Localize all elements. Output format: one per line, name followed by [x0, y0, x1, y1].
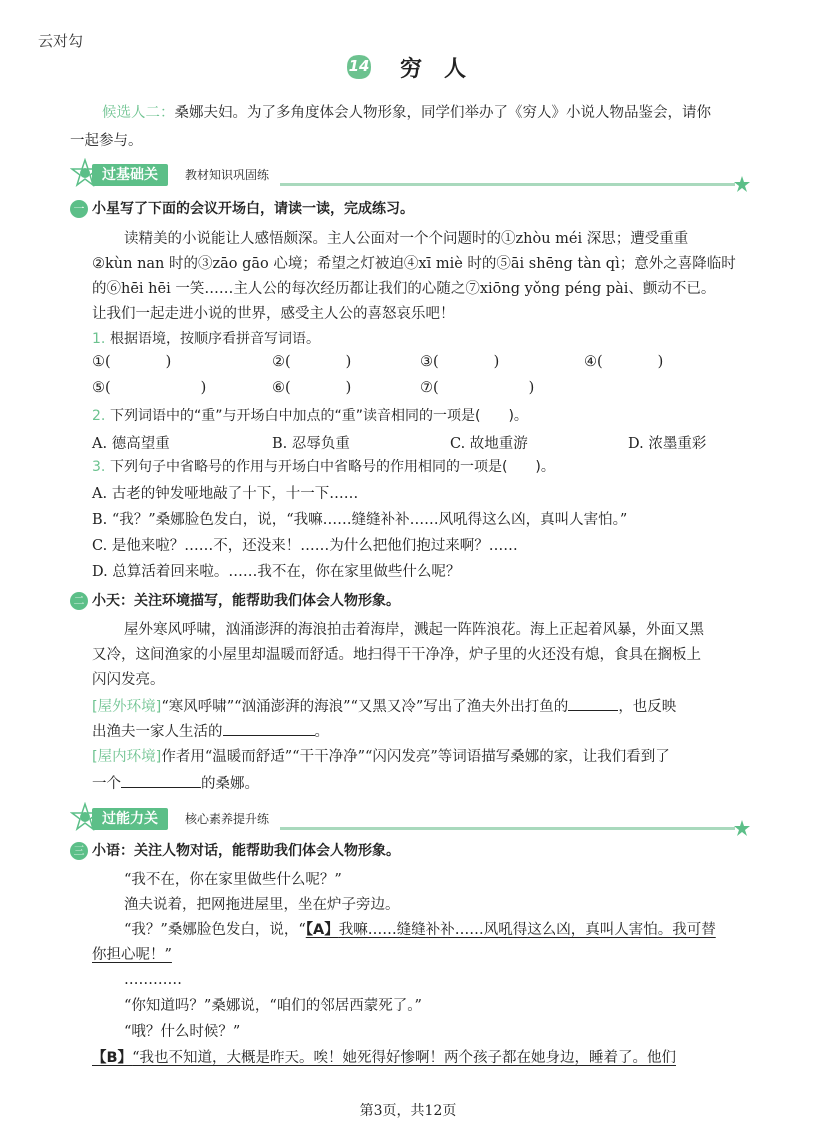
dialog-tag-b: 【B】: [92, 1050, 133, 1066]
dialog-line-8: [92, 1048, 746, 1068]
page-title: 穷 人: [400, 57, 467, 82]
dialog-line-7: “哦？什么时候？”: [124, 1024, 241, 1040]
part1-para-2: ②kùn nan 时的③zāo gāo 心境；希望之灯被迫④xī miè 时的⑤āi shēng tàn qì；意外之喜降临时: [92, 256, 736, 272]
q2-option-a[interactable]: A. 德高望重: [92, 436, 170, 452]
q1-blank-4[interactable]: ④( ): [584, 354, 664, 370]
inner-env-label: [屋内环境]: [92, 749, 162, 765]
dialog-line-6: “你知道吗？”桑娜说，“咱们的邻居西蒙死了。”: [124, 998, 422, 1014]
star-icon: [734, 176, 750, 192]
part-number-3: 三: [70, 842, 88, 860]
q2-line: [92, 406, 746, 426]
outer-env-label: [屋外环境]: [92, 699, 162, 715]
q3-option-c[interactable]: C. 是他来啦？……不，还没来！……为什么把他们抱过来啊？……: [92, 538, 518, 554]
q3-option-d[interactable]: D. 总算活着回来啦。……我不在，你在家里做些什么呢？: [92, 564, 461, 580]
q3-number: 3.: [92, 459, 106, 475]
dialog-line-3-lead: “我？”桑娜脸色发白，说，“: [124, 922, 306, 938]
intro-label: 候选人二：: [102, 105, 175, 121]
outer-env-text-4: 。: [314, 724, 329, 740]
q1-blank-7[interactable]: ⑦( ): [420, 380, 535, 396]
lesson-number-badge: [343, 52, 375, 82]
star-icon: [734, 820, 750, 836]
part1-para-4: 让我们一起走进小说的世界，感受主人公的喜怒哀乐吧！: [92, 306, 455, 322]
outer-env-text-2: ，也反映: [618, 699, 677, 715]
q1-text: 根据语境，按顺序看拼音写词语。: [109, 331, 320, 347]
brand-logo: 云对勾: [38, 32, 84, 50]
inner-env-line-1: [92, 747, 746, 767]
outer-env-blank-2[interactable]: [223, 721, 315, 736]
outer-env-line-2: [92, 721, 746, 742]
section-tag-ability: 过能力关: [92, 808, 168, 830]
q2-text: 下列词语中的“重”与开场白中加点的“重”读音相同的一项是( )。: [109, 408, 528, 424]
outer-env-text-3: 出渔夫一家人生活的: [92, 724, 223, 740]
q3-option-a[interactable]: A. 古老的钟发哑地敲了十下，十一下……: [92, 486, 359, 502]
q1-blank-3[interactable]: ③( ): [420, 354, 500, 370]
q2-option-c[interactable]: C. 故地重游: [450, 436, 528, 452]
dialog-line-2: 渔夫说着，把网拖进屋里，坐在炉子旁边。: [124, 897, 400, 913]
intro-text-1: 桑娜夫妇。为了多角度体会人物形象，同学们举办了《穷人》小说人物品鉴会，请你: [174, 105, 711, 121]
q1-line: [92, 329, 746, 349]
q2-option-d[interactable]: D. 浓墨重彩: [628, 436, 707, 452]
section-sub-ability: 核心素养提升练: [185, 812, 270, 826]
part-number-1: 一: [70, 200, 88, 218]
inner-env-text-1: 作者用“温暖而舒适”“干干净净”“闪闪发亮”等词语描写桑娜的家，让我们看到了: [161, 749, 670, 765]
intro-line-1: [102, 103, 746, 123]
dialog-line-1: “我不在，你在家里做些什么呢？”: [124, 872, 342, 888]
inner-env-text-3: 的桑娜。: [201, 776, 259, 792]
q1-blank-2[interactable]: ②( ): [272, 354, 352, 370]
dialog-line-3-underlined: 我嘛……缝缝补补……风吼得这么凶，真叫人害怕。我可替: [338, 922, 716, 938]
page-footer: 第3页，共12页: [359, 1103, 457, 1119]
section-rule: [280, 183, 735, 186]
section-rule: [280, 827, 735, 830]
section-sub-basic: 教材知识巩固练: [185, 168, 270, 182]
lesson-number: 14: [348, 57, 370, 75]
part-number-2: 二: [70, 592, 88, 610]
q1-blank-1[interactable]: ①( ): [92, 354, 172, 370]
part1-para-3: 的⑥hēi hēi 一笑……主人公的每次经历都让我们的心随之⑦xiōng yǒng péng pài、颤动不已。: [92, 281, 716, 297]
part2-title: 小天：关注环境描写，能帮助我们体会人物形象。: [92, 593, 400, 609]
dialog-tag-a: 【A】: [305, 922, 339, 938]
q1-blank-6[interactable]: ⑥( ): [272, 380, 352, 396]
outer-env-text-1: “寒风呼啸”“汹涌澎湃的海浪”“又黑又冷”写出了渔夫外出打鱼的: [161, 699, 569, 715]
outer-env-line-1: [92, 696, 746, 717]
section-tag-basic: 过基础关: [92, 164, 168, 186]
q1-blank-5[interactable]: ⑤( ): [92, 380, 207, 396]
outer-env-blank-1[interactable]: [568, 696, 618, 711]
dialog-line-3: [124, 920, 746, 940]
q1-number: 1.: [92, 331, 106, 347]
inner-env-blank[interactable]: [121, 773, 201, 788]
section-banner-basic: [70, 164, 750, 186]
intro-line-2: 一起参与。: [70, 133, 143, 149]
dialog-line-4: 你担心呢！”: [92, 947, 172, 963]
inner-env-line-2: [92, 773, 746, 794]
section-banner-ability: [70, 808, 750, 830]
part1-para-1: 读精美的小说能让人感悟颇深。主人公面对一个个问题时的①zhòu méi 深思；遭受重重: [124, 231, 689, 247]
part2-para-2: 又冷，这间渔家的小屋里却温暖而舒适。地扫得干干净净，炉子里的火还没有熄，食具在搁板上: [92, 647, 701, 663]
dialog-line-5: …………: [124, 972, 182, 988]
q2-option-b[interactable]: B. 忍辱负重: [272, 436, 350, 452]
q3-option-b[interactable]: B. “我？”桑娜脸色发白，说，“我嘛……缝缝补补……风吼得这么凶，真叫人害怕。”: [92, 512, 628, 528]
part2-para-1: 屋外寒风呼啸，汹涌澎湃的海浪拍击着海岸，溅起一阵阵浪花。海上正起着风暴，外面又黑: [124, 622, 704, 638]
q3-text: 下列句子中省略号的作用与开场白中省略号的作用相同的一项是( )。: [109, 459, 555, 475]
q3-line: [92, 457, 746, 477]
part1-title: 小星写了下面的会议开场白，请读一读，完成练习。: [92, 201, 414, 217]
part3-title: 小语：关注人物对话，能帮助我们体会人物形象。: [92, 843, 400, 859]
part2-para-3: 闪闪发亮。: [92, 672, 165, 688]
dialog-line-8-text: “我也不知道，大概是昨天。唉！她死得好惨啊！两个孩子都在她身边，睡着了。他们: [132, 1050, 676, 1066]
inner-env-text-2: 一个: [92, 776, 121, 792]
q2-number: 2.: [92, 408, 106, 424]
